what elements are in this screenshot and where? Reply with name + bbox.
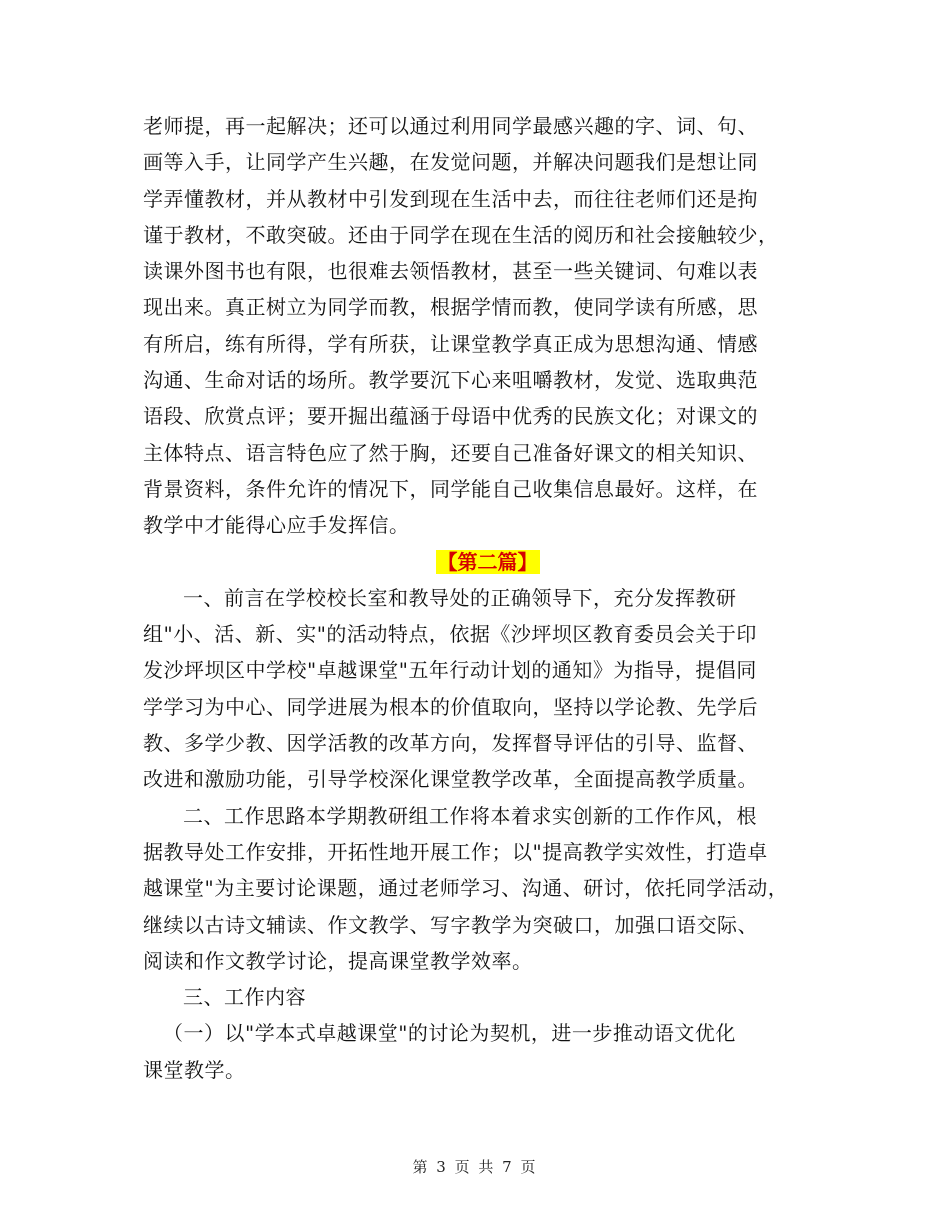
section-heading: 【第二篇】 <box>437 549 538 574</box>
text-line: 谨于教材，不敢突破。还由于同学在现在生活的阅历和社会接触较少， <box>143 222 779 247</box>
section-heading-row <box>143 544 818 580</box>
paragraph-foreword <box>143 580 818 798</box>
text-line: 学弄懂教材，并从教材中引发到现在生活中去，而往往老师们还是拘 <box>143 186 758 211</box>
paragraph-item-one <box>143 1015 818 1088</box>
text-line: 沟通、生命对话的场所。教学要沉下心来咀嚼教材，发觉、选取典范 <box>143 368 758 393</box>
text-line: 教学中才能得心应手发挥信。 <box>143 513 410 538</box>
text-line: 画等入手，让同学产生兴趣，在发觉问题，并解决问题我们是想让同 <box>143 150 758 175</box>
body-text <box>143 108 818 1088</box>
text-line: 据教导处工作安排，开拓性地开展工作；以"提高教学实效性，打造卓 <box>143 839 768 864</box>
text-line: 课堂教学。 <box>143 1057 246 1082</box>
text-line: 继续以古诗文辅读、作文教学、写字教学为突破口，加强口语交际、 <box>143 912 758 937</box>
text-line: 一、前言在学校校长室和教导处的正确领导下，充分发挥教研 <box>183 585 737 610</box>
page-footer: 第 3 页 共 7 页 <box>412 1158 538 1176</box>
text-line: 主体特点、语言特色应了然于胸，还要自己准备好课文的相关知识、 <box>143 440 758 465</box>
text-line: 改进和激励功能，引导学校深化课堂教学改革，全面提高教学质量。 <box>143 767 758 792</box>
text-line: 组"小、活、新、实"的活动特点，依据《沙坪坝区教育委员会关于印 <box>143 622 757 647</box>
text-line: 越课堂"为主要讨论课题，通过老师学习、沟通、研讨，依托同学活动， <box>143 876 789 901</box>
text-line: 二、工作思路本学期教研组工作将本着求实创新的工作作风，根 <box>183 803 757 828</box>
text-line: 学学习为中心、同学进展为根本的价值取向，坚持以学论教、先学后 <box>143 694 758 719</box>
text-line: 背景资料，条件允许的情况下，同学能自己收集信息最好。这样，在 <box>143 476 758 501</box>
paragraph-work-approach <box>143 798 818 979</box>
text-line: 老师提，再一起解决；还可以通过利用同学最感兴趣的字、词、句、 <box>143 114 758 138</box>
text-line: 教、多学少教、因学活教的改革方向，发挥督导评估的引导、监督、 <box>143 731 758 756</box>
text-line: 有所启，练有所得，学有所获，让课堂教学真正成为思想沟通、情感 <box>143 331 758 356</box>
text-line: 发沙坪坝区中学校"卓越课堂"五年行动计划的通知》为指导，提倡同 <box>143 658 757 683</box>
text-line: 现出来。真正树立为同学而教，根据学情而教，使同学读有所感，思 <box>143 295 758 320</box>
text-line: 阅读和作文教学讨论，提高课堂教学效率。 <box>143 948 533 973</box>
text-line: 读课外图书也有限，也很难去领悟教材，甚至一些关键词、句难以表 <box>143 259 758 284</box>
text-line: 语段、欣赏点评；要开掘出蕴涵于母语中优秀的民族文化；对课文的 <box>143 404 758 429</box>
text-line: 三、工作内容 <box>183 985 306 1010</box>
paragraph-work-content <box>143 979 818 1015</box>
paragraph-continuation <box>143 108 818 544</box>
text-line: （一）以"学本式卓越课堂"的讨论为契机，进一步推动语文优化 <box>163 1021 736 1046</box>
